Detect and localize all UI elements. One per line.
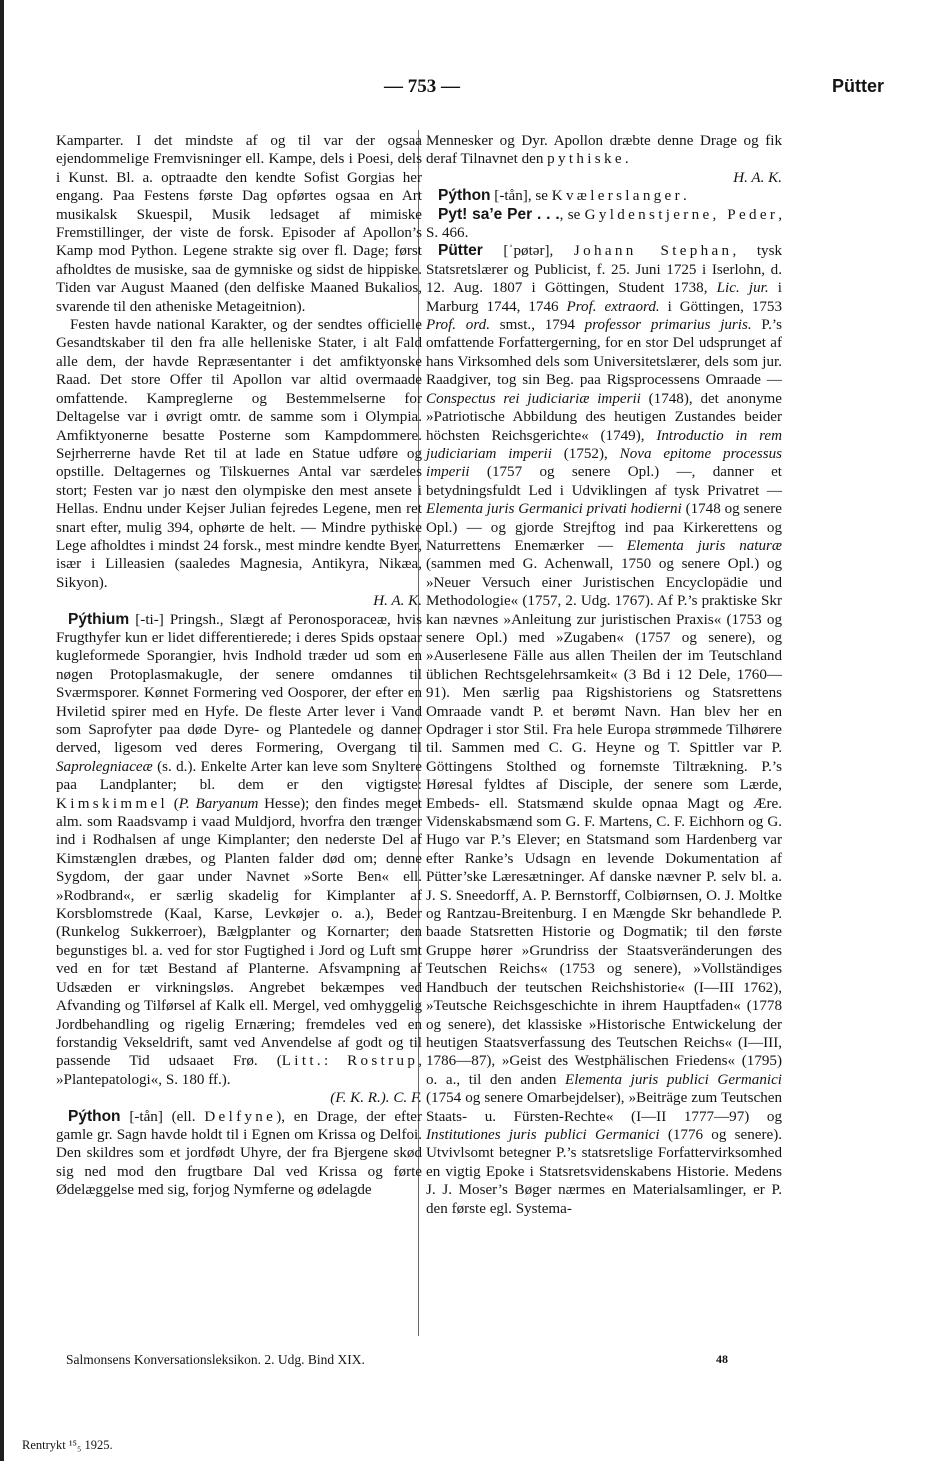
signature: H. A. K. (733, 169, 782, 186)
headword: Pýthon (68, 1107, 121, 1125)
paragraph: Mennesker og Dyr. Apollon dræbte denne Drage og fik deraf Tilnavnet den pythiske. H. A. K. (426, 133, 782, 186)
entry-pyt: Pyt! sa’e Per . . ., se Gyldenstjerne, Peder, S. 466. (426, 205, 782, 242)
left-column (56, 132, 422, 1200)
running-head: Pütter (831, 76, 884, 96)
headword: Pyt! sa’e Per . . . (438, 205, 560, 223)
signature: H. A. K. (373, 593, 422, 610)
entry-pythium: Pýthium [-ti-] Pringsh., Slægt af Peronosporaceæ, hvis Frugthyfer kun er lidet differentierede; i deres Spids opstaar kugleformede Sporangier, hvis Indhold træder ud som en nøgen Protoplasmakugle, der senere omdannes til Sværmsporer. Kønnet Formering ved Oosporer, der efter en Hviletid spirer med en Hyfe. De fleste Arter lever i Vand som Saprofyter paa døde Dyre- og Plantedele og danner derved, ligesom ved deres Formering, Overgang til Saprolegniaceæ (s. d.). Enkelte Arter kan leve som Snyltere paa Landplanter; bl. dem er den vigtigste: Kimskimmel (P. Baryanum Hesse); den findes meget alm. som Raadsvamp i vaad Muldjord, hvorfra den trænger ind i Rodhalsen af unge Kimplanter; den nederste Del af Kimstænglen dræbes, og Planten falder død om; denne Sygdom, der gaar under Navnet »Sorte Ben« ell. »Rodbrand«, er særlig skadelig for Kimplanter af Korsblomstrede (Kaal, Karse, Levkøjer o. a.), Beder (Runkelog Sukkerroer), Bælgplanter og Kornarter; den begunstiges bl. a. ved for stor Fugtighed i Jord og Luft smt ved en for tæt Bestand af Planterne. Afsvampning af Udsæden er virkningsløs. Angrebet bekæmpes ved Afvanding og Tilførsel af Kalk ell. Mergel, ved omhyggelig Jordbehandling og rigelig Ernæring; fremdeles ved en forstandig Vekseldrift, samt ved Anvendelse af godt og til passende Tid udsaaet Frø. (Litt.: Rostrup, »Plantepatologi«, S. 180 ff.). (F. K. R.). C. F. (56, 610, 423, 1107)
sheet-number: 48 (716, 1352, 728, 1366)
publication-line: Salmonsens Konversationsleksikon. 2. Udg. Bind XIX. (66, 1352, 365, 1367)
headword: Pýthium (68, 610, 130, 628)
right-column (426, 132, 782, 1218)
page-header (56, 76, 884, 102)
scan-edge (0, 0, 4, 1461)
page-footer (66, 1352, 786, 1368)
headword: Pütter (438, 242, 483, 260)
paragraph: Festen havde national Karakter, og der sendtes officielle Gesandtskaber til den fra alle helleniske Stater, i alt Fald alle dem, der havde Repræsentanter i det amfiktyonske Raad. Det store Offer til Apollon var altid overmaade omfattende. Kampreglerne og Bestemmelserne for Deltagelse var i øvrigt omtr. de samme som i Olympia. Amfiktyonerne besatte Posterne som Kampdommere. Sejrherrerne havde Ret til at lade en Statue udføre og opstille. Deltagernes og Tilskuernes Antal var særdeles stort; Festen var jo næst den olympiske den mest ansete i Hellas. Endnu under Kejser Julian fejredes Legene, men ret snart efter, mulig 394, ophørte de helt. — Mindre pythiske Lege afholdtes i mindst 24 forsk., mest mindre kendte Byer, især i Lilleasien (saaledes Magnesia, Antikyra, Nikæa, Sikyon). H. A. K. (56, 317, 422, 610)
headword: Pýthon (438, 187, 491, 205)
paragraph: Kamparter. I det mindste af og til var der ogsaa ejendommelige Fremvisninger ell. Kampe, dels i Poesi, dels i Kunst. Bl. a. optraadte den kendte Sofist Gorgias her engang. Paa Festens første Dag opførtes ogsaa en Art musikalsk Skuespil, Musik ledsaget af mimiske Fremstillinger, der viste de forsk. Episoder af Apollon’s Kamp mod Python. Legene strakte sig over fl. Dage; først afholdtes de musiske, saa de gymniske og sidst de hippiske. Tiden var August Maaned (den delfiske Maaned Bukalios, svarende til den atheniske Metageitnion). (56, 133, 422, 315)
entry-python: Pýthon [-tån] (ell. Delfyne), en Drage, der efter gamle gr. Sagn havde holdt til i Egnen om Krissa og Delfoi. Den skildres som et jordfødt Uhyre, der fra Bjergene skød sig ned mod den frugtbare Dal ved Krissa og førte Ødelæggelse med sig, forjog Nymferne og ødelagde (56, 1107, 422, 1199)
entry-putter: Pütter [ˈpøtər], Johann Stephan, tysk Statsretslærer og Publicist, f. 25. Juni 1725 i Iserlohn, d. 12. Aug. 1807 i Göttingen, Student 1738, Lic. jur. i Marburg 1744, 1746 Prof. extraord. i Göttingen, 1753 Prof. ord. smst., 1794 professor primarius juris. P.’s omfattende Forfattergerning, for en stor Del udsprunget af hans Virksomhed dels som Universitetslærer, dels som jur. Raadgiver, tog sin Beg. paa Rigsprocessens Omraade — Conspectus rei judiciariæ imperii (1748), det anonyme »Patriotische Abbildung des heutigen Zustandes beider höchsten Reichsgerichte« (1749), Introductio in rem judiciariam imperii (1752), Nova epitome processus imperii (1757 og senere Opl.) —, danner et betydningsfuldt Led i Udviklingen af tysk Privatret — Elementa juris Germanici privati hodierni (1748 og senere Opl.) — og gjorde Strejftog ind paa Kirkerettens og Naturrettens Enemærker — Elementa juris naturæ (sammen med G. Achenwall, 1750 og senere Opl.) og »Neuer Versuch einer Juristischen Encyclopädie und Methodologie« (1757, 2. Udg. 1767). Af P.’s praktiske Skr kan nævnes »Anleitung zur juristischen Praxis« (1753 og senere Opl.) med »Zugaben« (1757 og senere), og »Auserlesene Fälle aus allen Theilen der im Teutschland üblichen Rechtsgelehrsamkeit« (3 Bd i 12 Dele, 1760—91). Men særlig paa Rigshistoriens og Statsrettens Omraade vandt P. et berømt Navn. Han blev her en Opdrager i stor Stil. Fra hele Europa strømmede Tilhørere til. Sammen med C. G. Heyne og T. Spittler var P. Göttingens Stolthed og fornemste Tiltrækning. P.’s Høresal fyldtes af Disciple, der senere som Lærde, Embeds- ell. Statsmænd skulde opnaa Magt og Ære. Videnskabsmænd som G. F. Martens, C. F. Eichhorn og G. Hugo var P.’s Elever; en Statsmand som Hardenberg var efter Ranke’s Udsagn en levende Dokumentation af Pütter’ske Læresætninger. Af danske nævner P. selv bl. a. J. S. Sneedorff, A. P. Bernstorff, Colbiørnsen, O. J. Moltke og Rantzau-Breitenburg. I en Mængde Skr behandlede P. baade Statsretten Historie og Dogmatik; til den første Gruppe hører »Grundriss der Staatsveränderungen des Teutschen Reichs« (1753 og senere), »Vollständiges Handbuch der teutschen Reichshistorie« (I—III 1762), »Teutsche Reichsgeschichte in ihrem Hauptfaden« (1778 og senere), det klassiske »Historische Entwickelung der heutigen Staatsverfassung des Teutschen Reichs« (I—III, 1786—87), »Geist des Westphälischen Friedens« (1795) o. a., til den anden Elementa juris publici Germanici (1754 og senere Omarbejdelser), »Beiträge zum Teutschen Staats- u. Fürsten-Rechte« (I—II 1777—97) og Institutiones juris publici Germanici (1776 og senere). Utvivlsomt betegner P.’s statsretslige Forfattervirksomhed en vigtig Epoke i Statsretsvidenskabens Historie. Medens J. J. Moser’s Bøger nærmes en Materialsamlinger, er P. den første egl. Systema- (426, 242, 783, 1217)
entry-python-ref: Pýthon [-tån], se Kvælerslanger. (438, 187, 687, 205)
reprint-note: Rentrykt ¹⁵₅ 1925. (22, 1438, 113, 1452)
signature: (F. K. R.). C. F. (330, 1090, 422, 1107)
page-number: — 753 — (384, 76, 460, 97)
